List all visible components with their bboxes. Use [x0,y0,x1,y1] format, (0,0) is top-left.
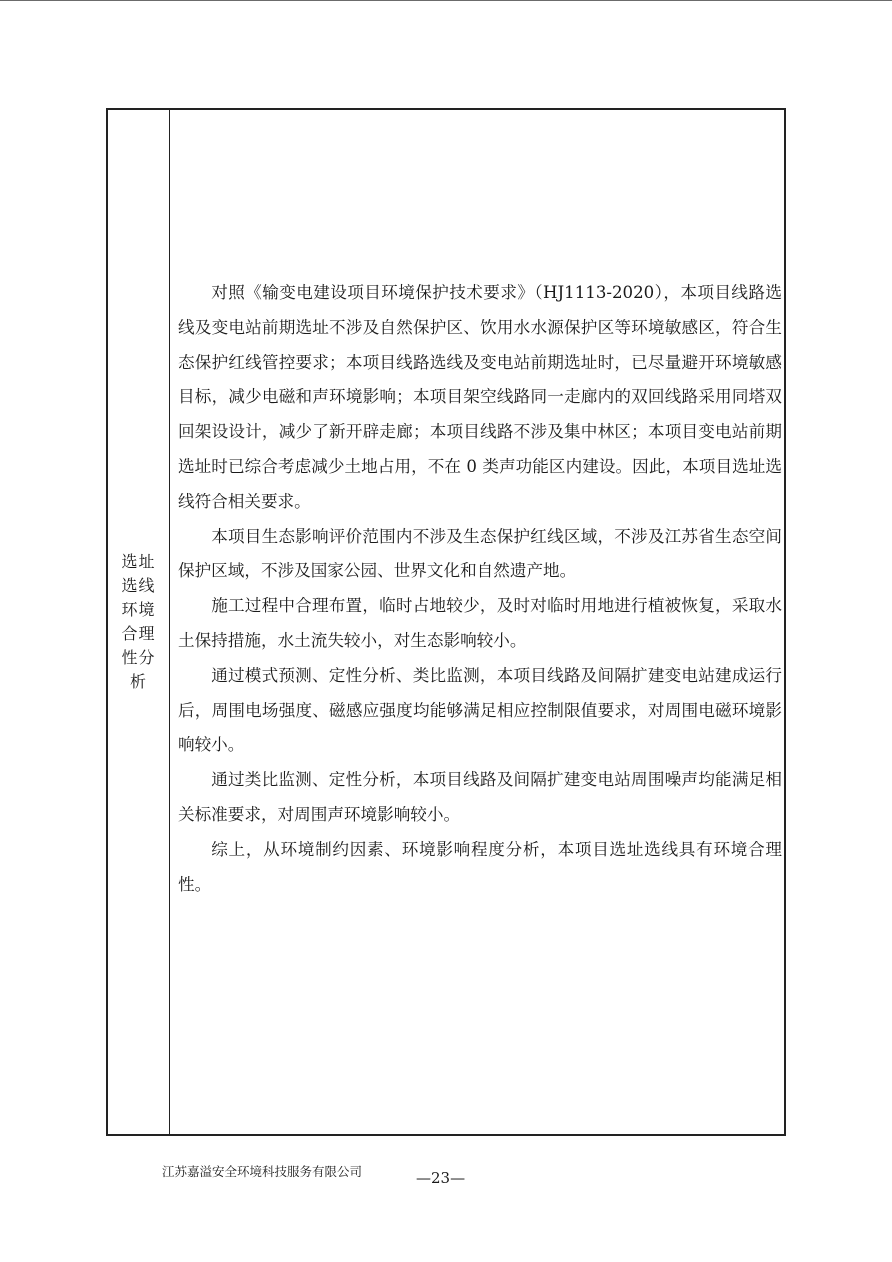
assessment-table [106,108,786,1136]
row-label: 选址选线环境合理性分析 [121,552,156,691]
page-top-border [0,0,892,1]
column-divider [169,110,170,1134]
paragraph-conclusion: 综上，从环境制约因素、环境影响程度分析，本项目选址选线具有环境合理性。 [178,839,782,894]
paragraph-technical-requirements: 对照《输变电建设项目环境保护技术要求》（HJ1113-2020），本项目线路选线及变电站前期选址不涉及自然保护区、饮用水水源保护区等环境敏感区，符合生态保护红线管控要求；本项目线路选线及变电站前期选址时，已尽量避开环境敏感目标，减少电磁和声环境影响；本项目架空线路同一走廊内的双回线路采用同塔双回架设设计，减少了新开辟走廊；本项目线路不涉及集中林区；本项目变电站前期选址时已综合考虑减少土地占用，不在 0 类声功能区内建设。因此，本项目选址选线符合相关要求。 [178,283,782,511]
footer-company-name: 江苏嘉溢安全环境科技服务有限公司 [162,1164,363,1179]
paragraph-electromagnetic: 通过模式预测、定性分析、类比监测，本项目线路及间隔扩建变电站建成运行后，周围电场强度、磁感应强度均能够满足相应控制限值要求，对周围电磁环境影响较小。 [178,665,782,755]
row-label-cell [108,110,169,1134]
content-cell [178,276,782,902]
paragraph-ecological-redline: 本项目生态影响评价范围内不涉及生态保护红线区域，不涉及江苏省生态空间保护区域，不涉及国家公园、世界文化和自然遗产地。 [178,526,782,581]
paragraph-noise: 通过类比监测、定性分析，本项目线路及间隔扩建变电站周围噪声均能满足相关标准要求，对周围声环境影响较小。 [178,770,782,824]
paragraph-construction: 施工过程中合理布置，临时占地较少，及时对临时用地进行植被恢复，采取水土保持措施，水土流失较小，对生态影响较小。 [178,596,782,650]
page-number: —23— [416,1169,466,1187]
